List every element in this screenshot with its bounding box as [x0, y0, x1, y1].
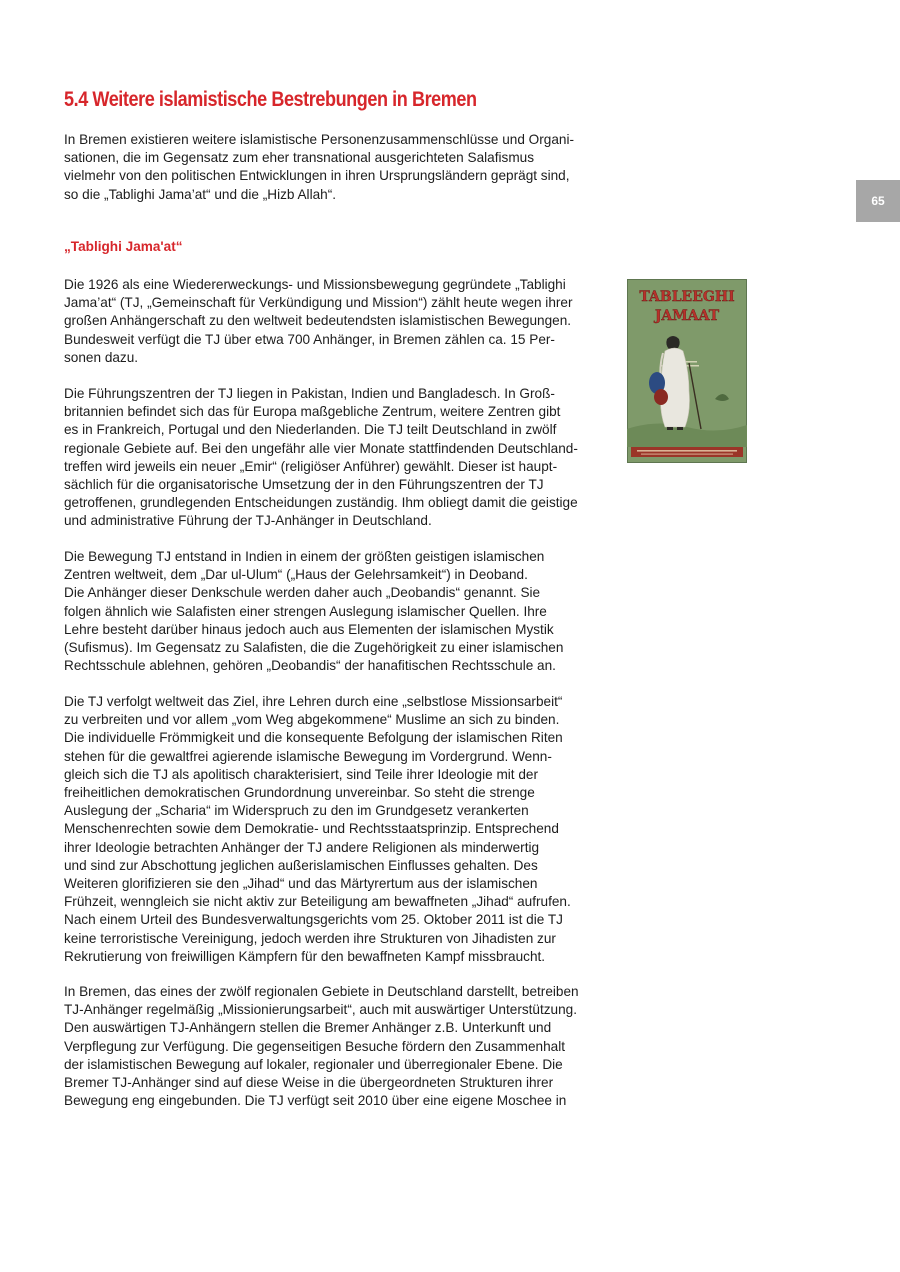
text-line: gleich sich die TJ als apolitisch charakterisiert, sind Teile ihrer Ideologie mit der: [64, 766, 538, 782]
cover-figure-bag: [654, 389, 668, 405]
text-line: keine terroristische Vereinigung, jedoch werden ihre Strukturen von Jihadisten zur: [64, 930, 556, 946]
text-line: Verpflegung zur Verfügung. Die gegenseitigen Besuche fördern den Zusammenhalt: [64, 1038, 566, 1054]
text-line: der islamistischen Bewegung auf lokaler, regionaler und überregionaler Ebene. Die: [64, 1056, 563, 1072]
text-line: Die Führungszentren der TJ liegen in Pakistan, Indien und Bangladesch. In Groß-: [64, 386, 555, 401]
text-line: Bremer TJ-Anhänger sind auf diese Weise in die übergeordneten Strukturen ihrer: [64, 1075, 554, 1091]
text-line: sationen, die im Gegensatz zum eher transnational ausgerichteten Salafismus: [64, 150, 534, 166]
text-line: Frühzeit, wenngleich sie nicht aktiv zur Beteiligung am bewaffneten „Jihad“ aufrufen.: [64, 894, 571, 910]
intro-paragraph: [64, 131, 624, 204]
text-line: TJ-Anhänger regelmäßig „Missionierungsarbeit“, auch mit auswärtiger Unterstützung.: [64, 1002, 578, 1018]
text-line: so die „Tablighi Jama’at“ und die „Hizb Allah“.: [64, 186, 337, 202]
cover-band-text-line: [641, 454, 733, 455]
text-line: sonen dazu.: [64, 349, 139, 365]
text-line: getroffenen, grundlegenden Entscheidungen zuständig. Ihm obliegt damit die geistige: [64, 495, 578, 511]
text-line: sächlich für die organisatorische Umsetzung der in den Führungszentren der TJ: [64, 477, 544, 493]
paragraph-2: [64, 385, 624, 531]
cover-title-line-1: TABLEEGHI: [639, 289, 735, 305]
text-line: In Bremen, das eines der zwölf regionalen Gebiete in Deutschland darstellt, betreiben: [64, 984, 579, 999]
cover-band-text-line: [637, 450, 737, 452]
text-line: Zentren weltweit, dem „Dar ul-Ulum“ („Haus der Gelehrsamkeit“) in Deoband.: [64, 567, 528, 583]
text-line: Die 1926 als eine Wiedererweckungs- und Missionsbewegung gegründete „Tablighi: [64, 277, 566, 292]
text-line: Weiteren glorifizieren sie den „Jihad“ und das Märtyrertum aus der islamischen: [64, 876, 538, 892]
text-line: vielmehr von den politischen Entwicklungen in ihren Ursprungsländern geprägt sind,: [64, 168, 570, 184]
text-line: Jama’at“ (TJ, „Gemeinschaft für Verkündigung und Mission“) zählt heute wegen ihrer: [64, 295, 573, 311]
paragraph-3: [64, 548, 624, 675]
text-line: Den auswärtigen TJ-Anhängern stellen die Bremer Anhänger z.B. Unterkunft und: [64, 1020, 552, 1036]
cover-figure-robe: [661, 348, 690, 427]
paragraph-5: [64, 983, 624, 1110]
text-line: Bundesweit verfügt die TJ über etwa 700 Anhänger, in Bremen zählen ca. 15 Per-: [64, 331, 555, 347]
text-line: In Bremen existieren weitere islamistische Personenzusammenschlüsse und Organi-: [64, 132, 574, 147]
text-line: Bewegung eng eingebunden. Die TJ verfügt seit 2010 über eine eigene Moschee in: [64, 1093, 567, 1109]
cover-bottom-band: [631, 447, 743, 457]
text-line: zu verbreiten und vor allem „vom Weg abgekommene“ Muslime an sich zu binden.: [64, 712, 560, 728]
text-line: treffen wird jeweils ein neuer „Emir“ (religiöser Anführer) gewählt. Dieser ist haupt-: [64, 458, 558, 474]
text-line: Rekrutierung von freiwilligen Kämpfern für den bewaffneten Kampf missbraucht.: [64, 948, 546, 964]
text-line: Menschenrechten sowie dem Demokratie- und Rechtsstaatsprinzip. Entsprechend: [64, 821, 559, 837]
text-line: freiheitlichen demokratischen Grundordnung unvereinbar. So steht die strenge: [64, 785, 535, 801]
text-line: regionale Gebiete auf. Bei den ungefähr alle vier Monate stattfindenden Deutschland-: [64, 440, 578, 456]
text-line: großen Anhängerschaft zu den weltweit bedeutendsten islamistischen Bewegungen.: [64, 313, 572, 329]
section-subheading: „Tablighi Jama'at“: [64, 239, 183, 254]
cover-title-line-2: JAMAAT: [654, 308, 720, 324]
cover-figure-foot: [677, 427, 683, 430]
text-line: und administrative Führung der TJ-Anhänger in Deutschland.: [64, 513, 432, 529]
paragraph-4: [64, 693, 624, 966]
text-line: Die individuelle Frömmigkeit und die konsequente Befolgung der islamischen Riten: [64, 730, 563, 746]
paragraph-1: [64, 276, 624, 367]
text-line: es in Frankreich, Portugal und den Niederlanden. Die TJ teilt Deutschland in zwölf: [64, 422, 557, 438]
page-number-tab: 65: [856, 180, 900, 222]
text-line: Auslegung der „Scharia“ im Widerspruch zu den im Grundgesetz verankerten: [64, 803, 529, 819]
text-line: stehen für die gewaltfrei agierende islamische Bewegung im Vordergrund. Wenn-: [64, 748, 552, 764]
text-line: folgen ähnlich wie Salafisten einer strengen Auslegung islamischer Quellen. Ihre: [64, 603, 547, 619]
text-line: ihrer Ideologie betrachten Anhänger der TJ andere Religionen als minderwertig: [64, 839, 540, 855]
page-heading: 5.4 Weitere islamistische Bestrebungen in Bremen: [64, 88, 477, 111]
text-line: Die TJ verfolgt weltweit das Ziel, ihre Lehren durch eine „selbstlose Missionsarbeit“: [64, 694, 563, 709]
text-line: Rechtsschule ablehnen, gehören „Deobandis“ der hanafitischen Rechtsschule an.: [64, 658, 556, 674]
cover-figure-foot: [667, 427, 673, 430]
text-line: (Sufismus). Im Gegensatz zu Salafisten, die die Zugehörigkeit zu einer islamischen: [64, 640, 564, 656]
text-line: britannien befindet sich das für Europa maßgebliche Zentrum, weitere Zentren gibt: [64, 404, 561, 420]
text-line: Die Bewegung TJ entstand in Indien in einem der größten geistigen islamischen: [64, 549, 545, 564]
text-line: Lehre besteht darüber hinaus jedoch auch aus Elementen der islamischen Mystik: [64, 621, 554, 637]
text-line: und sind zur Abschottung jeglichen außerislamischen Einflusses gehalten. Des: [64, 857, 538, 873]
book-cover-image: [627, 279, 747, 463]
text-line: Nach einem Urteil des Bundesverwaltungsgerichts vom 25. Oktober 2011 ist die TJ: [64, 912, 563, 928]
text-line: Die Anhänger dieser Denkschule werden daher auch „Deobandis“ genannt. Sie: [64, 585, 541, 601]
